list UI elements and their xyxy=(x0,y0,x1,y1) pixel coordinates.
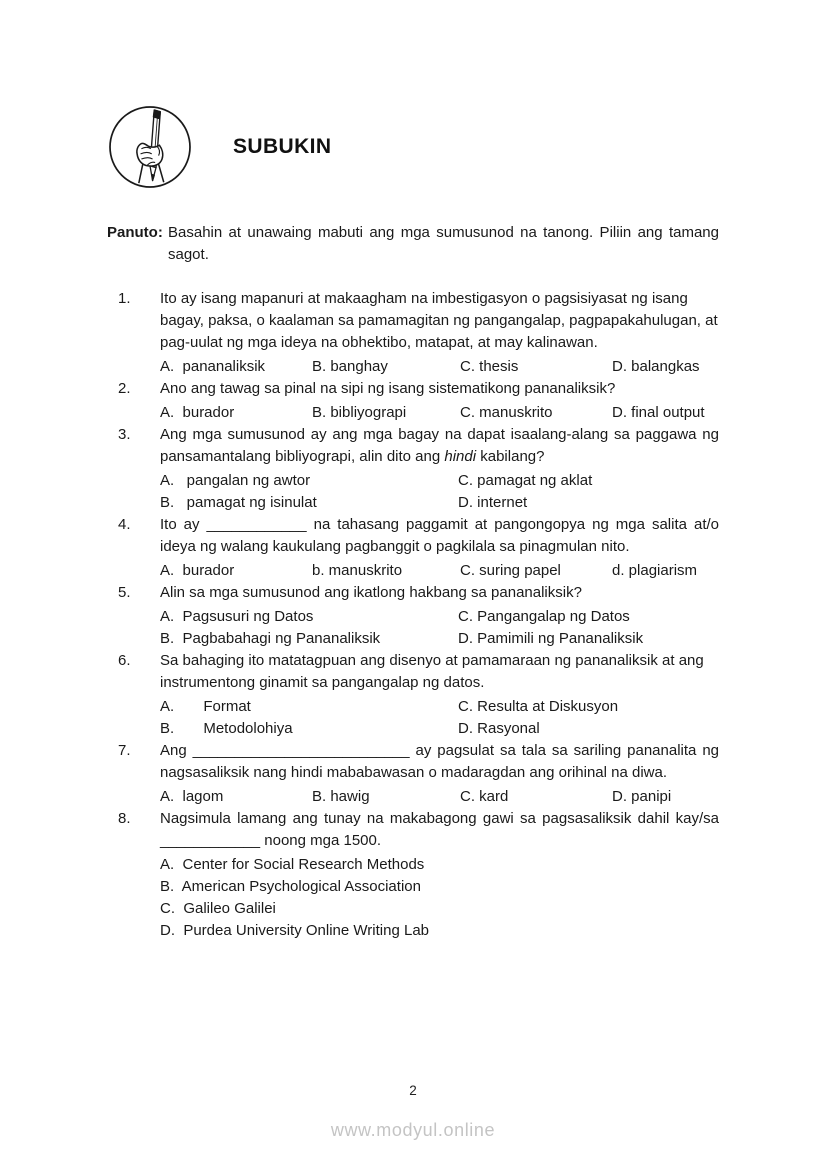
option-a: A. Format xyxy=(160,698,251,715)
italic-word: hindi xyxy=(444,448,477,465)
option-a: A. Pagsusuri ng Datos xyxy=(160,608,314,625)
question-options xyxy=(160,854,719,942)
question-options xyxy=(160,560,719,582)
question-text xyxy=(160,424,719,468)
option-c: C. Pangangalap ng Datos xyxy=(458,608,630,625)
question-text-part: kabilang? xyxy=(476,448,545,465)
option-d: D. balangkas xyxy=(612,358,700,375)
option-d: d. plagiarism xyxy=(612,562,698,579)
watermark: www.modyul.online xyxy=(330,1120,496,1140)
option-b: B. bibliyograpi xyxy=(312,404,407,421)
option-b: b. manuskrito xyxy=(312,562,403,579)
option-b: B. American Psychological Association xyxy=(160,878,421,895)
question-options xyxy=(160,606,719,650)
hand-writing-pencil-icon xyxy=(107,104,193,190)
option-c: C. Galileo Galilei xyxy=(160,900,276,917)
instructions xyxy=(107,222,719,266)
option-a: A. lagom xyxy=(160,788,224,805)
instructions-text: Basahin at unawaing mabuti ang mga sumusunod na tanong. Piliin ang tamang sagot. xyxy=(168,224,719,263)
page-number: 2 xyxy=(409,1083,417,1098)
option-d: D. Pamimili ng Pananaliksik xyxy=(458,630,644,647)
question-number: 3. xyxy=(118,426,131,443)
question-options xyxy=(160,356,719,378)
option-d: D. panipi xyxy=(612,788,672,805)
option-d: D. internet xyxy=(458,494,528,511)
option-c: C. manuskrito xyxy=(460,404,553,421)
question-text: Ano ang tawag sa pinal na sipi ng isang sistematikong pananaliksik? xyxy=(160,380,616,397)
option-b: B. Metodolohiya xyxy=(160,720,293,737)
question-text: Alin sa mga sumusunod ang ikatlong hakbang sa pananaliksik? xyxy=(160,584,582,601)
question-5 xyxy=(107,582,719,650)
option-d: D. Purdea University Online Writing Lab xyxy=(160,922,430,939)
question-2 xyxy=(107,378,719,424)
option-c: C. Resulta at Diskusyon xyxy=(458,698,619,715)
question-1 xyxy=(107,288,719,378)
option-b: B. Pagbabahagi ng Pananaliksik xyxy=(160,630,381,647)
instructions-label: Panuto: xyxy=(107,224,163,241)
option-a: A. burador xyxy=(160,404,235,421)
option-c: C. thesis xyxy=(460,358,519,375)
question-number: 5. xyxy=(118,584,131,601)
option-d: D. final output xyxy=(612,404,705,421)
question-number: 4. xyxy=(118,516,131,533)
question-text: Ito ay isang mapanuri at makaagham na imbestigasyon o pagsisiyasat ng isang bagay, paksa, o kaalaman sa pamamagitan ng pangangalap, pagpapakahulugan, at pag-uulat ng mga ideya na obhektibo, matapat, at may kalinawan. xyxy=(160,290,718,351)
question-text: Nagsimula lamang ang tunay na makabagong gawi sa pagsasaliksik dahil kay/sa ____________ noong mga 1500. xyxy=(160,810,719,849)
question-options xyxy=(160,786,719,808)
question-options xyxy=(160,470,719,514)
question-number: 7. xyxy=(118,742,131,759)
question-number: 2. xyxy=(118,380,131,397)
option-a: A. burador xyxy=(160,562,235,579)
page-content xyxy=(107,104,719,942)
section-header xyxy=(107,104,719,190)
option-a: A. pananaliksik xyxy=(160,358,266,375)
question-text: Ang __________________________ ay pagsulat sa tala sa sariling pananalita ng nagsasaliksik nang hindi mababawasan o madaragdan ang orihinal na diwa. xyxy=(160,742,719,781)
question-text: Sa bahaging ito matatagpuan ang disenyo at pamamaraan ng pananaliksik at ang instrumentong ginamit sa pangangalap ng datos. xyxy=(160,652,704,691)
question-options xyxy=(160,696,719,740)
option-b: B. hawig xyxy=(312,788,370,805)
question-number: 8. xyxy=(118,810,131,827)
question-8 xyxy=(107,808,719,942)
question-number: 6. xyxy=(118,652,131,669)
page-title: SUBUKIN xyxy=(233,135,332,158)
option-b: B. banghay xyxy=(312,358,388,375)
question-3 xyxy=(107,424,719,514)
question-options xyxy=(160,402,719,424)
option-b: B. pamagat ng isinulat xyxy=(160,494,317,511)
question-6 xyxy=(107,650,719,740)
question-number: 1. xyxy=(118,290,131,307)
option-a: A. Center for Social Research Methods xyxy=(160,856,425,873)
question-list xyxy=(107,288,719,942)
option-a: A. pangalan ng awtor xyxy=(160,472,311,489)
question-7 xyxy=(107,740,719,808)
option-c: C. suring papel xyxy=(460,562,561,579)
question-4 xyxy=(107,514,719,582)
option-c: C. pamagat ng aklat xyxy=(458,472,593,489)
option-d: D. Rasyonal xyxy=(458,720,540,737)
question-text: Ito ay ____________ na tahasang paggamit at pangongopya ng mga salita at/o ideya ng walang kaukulang pagbanggit o pagkilala sa pinagmulan nito. xyxy=(160,516,719,555)
option-c: C. kard xyxy=(460,788,509,805)
question-text-part: Ang mga sumusunod ay ang mga bagay na dapat isaalang-alang sa paggawa ng pansamantalang bibliyograpi, alin dito ang xyxy=(160,426,719,465)
